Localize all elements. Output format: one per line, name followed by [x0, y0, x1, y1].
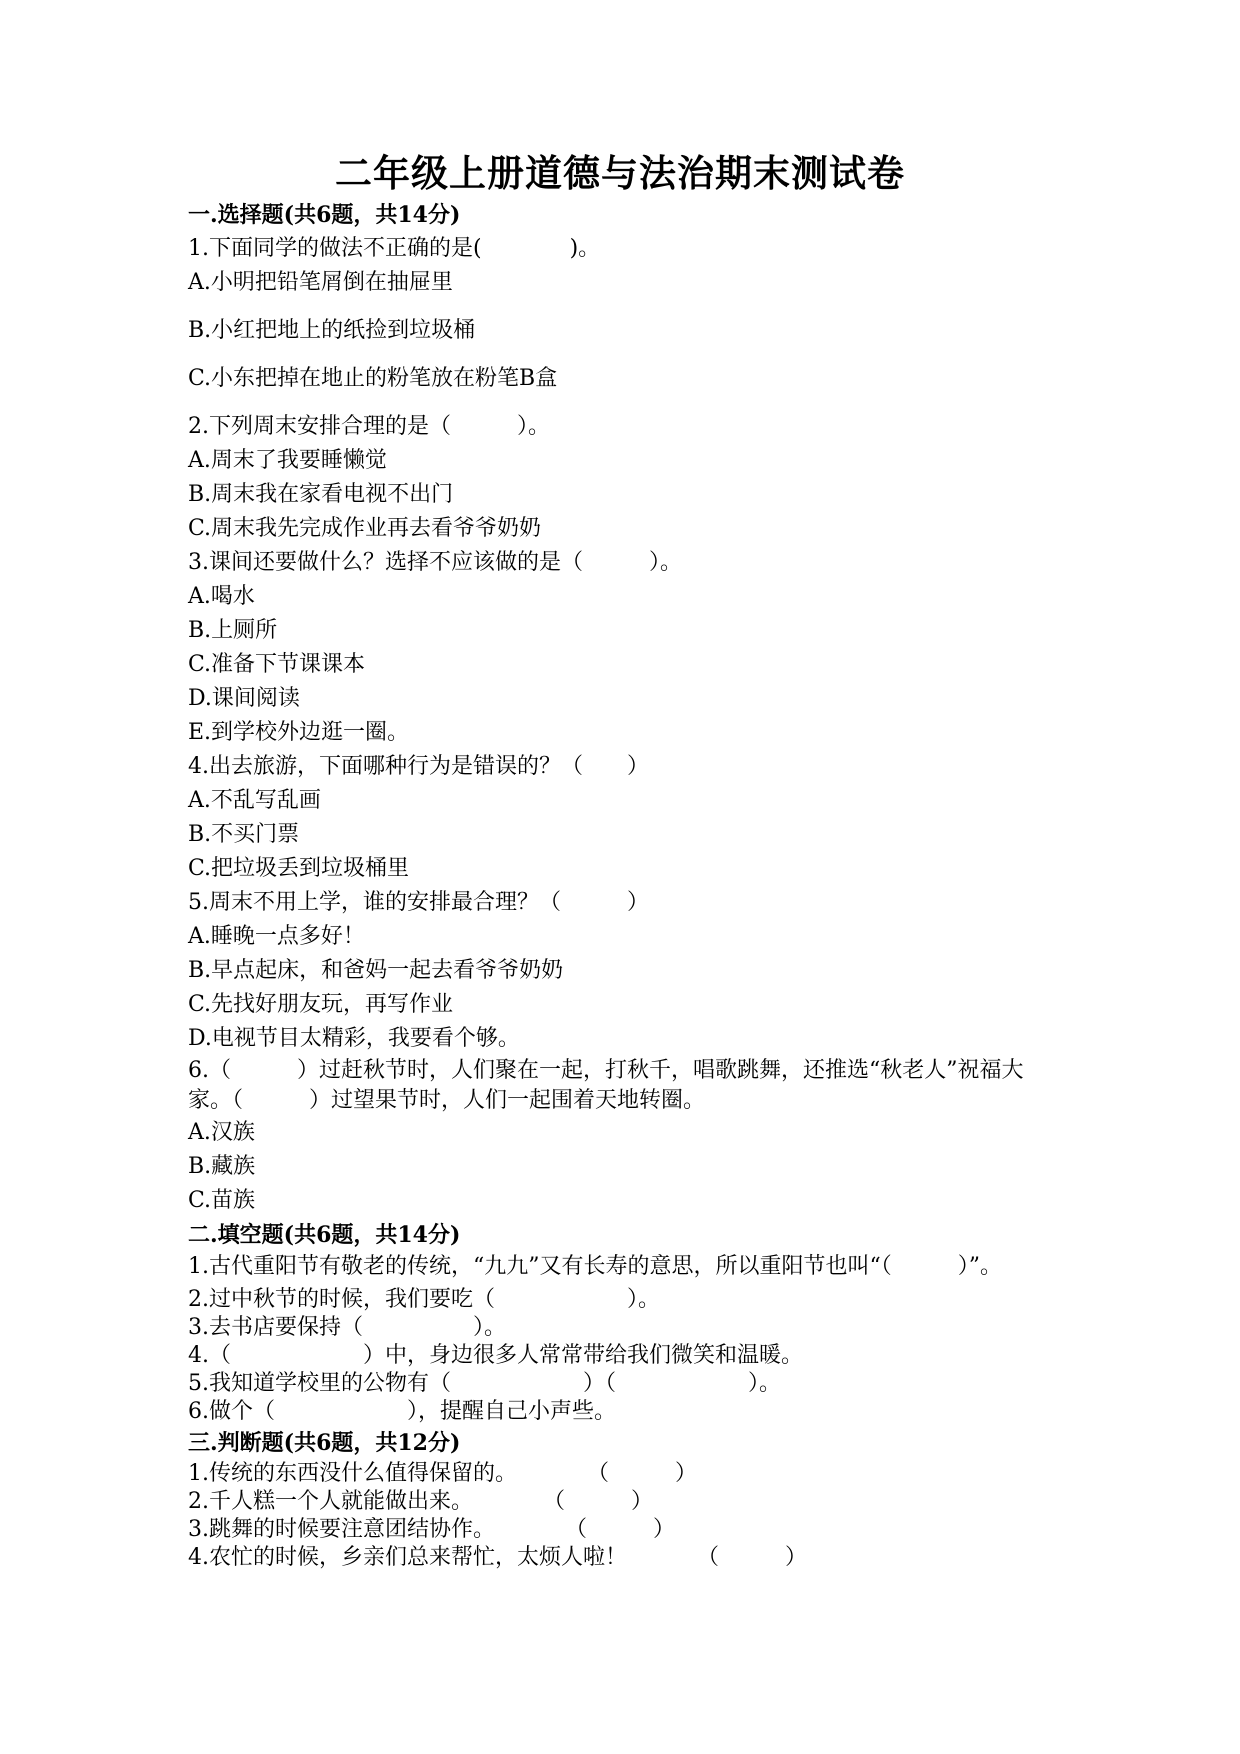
question-option: A.周末了我要睡懒觉 — [188, 448, 387, 473]
question-option: B.不买门票 — [188, 822, 300, 847]
answer-blank: （ ） — [565, 1517, 676, 1542]
judge-text: 1.传统的东西没什么值得保留的。 — [188, 1461, 517, 1486]
question-option: B.藏族 — [188, 1154, 256, 1179]
judge-text: 4.农忙的时候，乡亲们总来帮忙，太烦人啦！ — [188, 1545, 627, 1570]
question-stem: 5.周末不用上学，谁的安排最合理？（ ） — [188, 890, 649, 915]
judge-text: 3.跳舞的时候要注意团结协作。 — [188, 1517, 495, 1542]
question-option: B.小红把地上的纸捡到垃圾桶 — [188, 318, 476, 343]
question-option: C.周末我先完成作业再去看爷爷奶奶 — [188, 516, 542, 541]
judge-item — [188, 1460, 1058, 1488]
question-stem: 6.（ ）过赶秋节时，人们聚在一起，打秋千，唱歌跳舞，还推选“秋老人”祝福大家。（ ）过望果节时，人们一起围着天地转圈。 — [188, 1058, 1024, 1113]
question-stem: 2.下列周末安排合理的是（ ）。 — [188, 414, 550, 439]
fill-item: 6.做个（ ），提醒自己小声些。 — [188, 1399, 616, 1424]
question-2 — [188, 410, 1058, 546]
question-1 — [188, 232, 1058, 396]
fill-item: 4.（ ）中，身边很多人常常带给我们微笑和温暖。 — [188, 1343, 803, 1368]
question-option: C.小东把掉在地止的粉笔放在粉笔B盒 — [188, 366, 558, 391]
question-option: D.电视节目太精彩，我要看个够。 — [188, 1026, 520, 1051]
question-option: C.先找好朋友玩，再写作业 — [188, 992, 454, 1017]
question-option: B.上厕所 — [188, 618, 278, 643]
question-stem: 4.出去旅游，下面哪种行为是错误的？（ ） — [188, 754, 649, 779]
page-title: 二年级上册道德与法治期末测试卷 — [335, 151, 905, 195]
fill-item: 2.过中秋节的时候，我们要吃（ ）。 — [188, 1287, 660, 1312]
question-option: C.准备下节课课本 — [188, 652, 366, 677]
answer-blank: （ ） — [697, 1545, 808, 1570]
judge-text: 2.千人糕一个人就能做出来。 — [188, 1489, 473, 1514]
question-option: D.课间阅读 — [188, 686, 300, 711]
question-option: A.喝水 — [188, 584, 255, 609]
judge-item — [188, 1488, 1058, 1516]
judge-item — [188, 1516, 1058, 1544]
question-option: A.汉族 — [188, 1120, 255, 1145]
answer-blank: （ ） — [587, 1461, 698, 1486]
question-option: B.早点起床，和爸妈一起去看爷爷奶奶 — [188, 958, 564, 983]
section-heading-choice: 一.选择题(共6题，共14分) — [188, 202, 461, 228]
question-option: A.小明把铅笔屑倒在抽屉里 — [188, 270, 453, 295]
question-3 — [188, 546, 1058, 750]
judge-item — [188, 1544, 1058, 1572]
question-option: C.把垃圾丢到垃圾桶里 — [188, 856, 410, 881]
question-4 — [188, 750, 1058, 886]
question-option: E.到学校外边逛一圈。 — [188, 720, 410, 745]
fill-item: 3.去书店要保持（ ）。 — [188, 1315, 506, 1340]
section-heading-judge: 三.判断题(共6题，共12分) — [188, 1430, 461, 1456]
section-heading-fill: 二.填空题(共6题，共14分) — [188, 1222, 461, 1248]
question-option: A.不乱写乱画 — [188, 788, 321, 813]
question-option: C.苗族 — [188, 1188, 256, 1213]
fill-item: 1.古代重阳节有敬老的传统，“九九”又有长寿的意思，所以重阳节也叫“（ ）”。 — [188, 1254, 1002, 1279]
question-option: B.周末我在家看电视不出门 — [188, 482, 454, 507]
question-stem: 1.下面同学的做法不正确的是( )。 — [188, 236, 601, 261]
question-stem: 3.课间还要做什么？选择不应该做的是（ ）。 — [188, 550, 682, 575]
exam-content — [188, 198, 1058, 1572]
question-6 — [188, 1056, 1058, 1218]
answer-blank: （ ） — [543, 1489, 654, 1514]
question-5 — [188, 886, 1058, 1056]
fill-item: 5.我知道学校里的公物有（ ）（ ）。 — [188, 1371, 781, 1396]
question-option: A.睡晚一点多好！ — [188, 924, 365, 949]
